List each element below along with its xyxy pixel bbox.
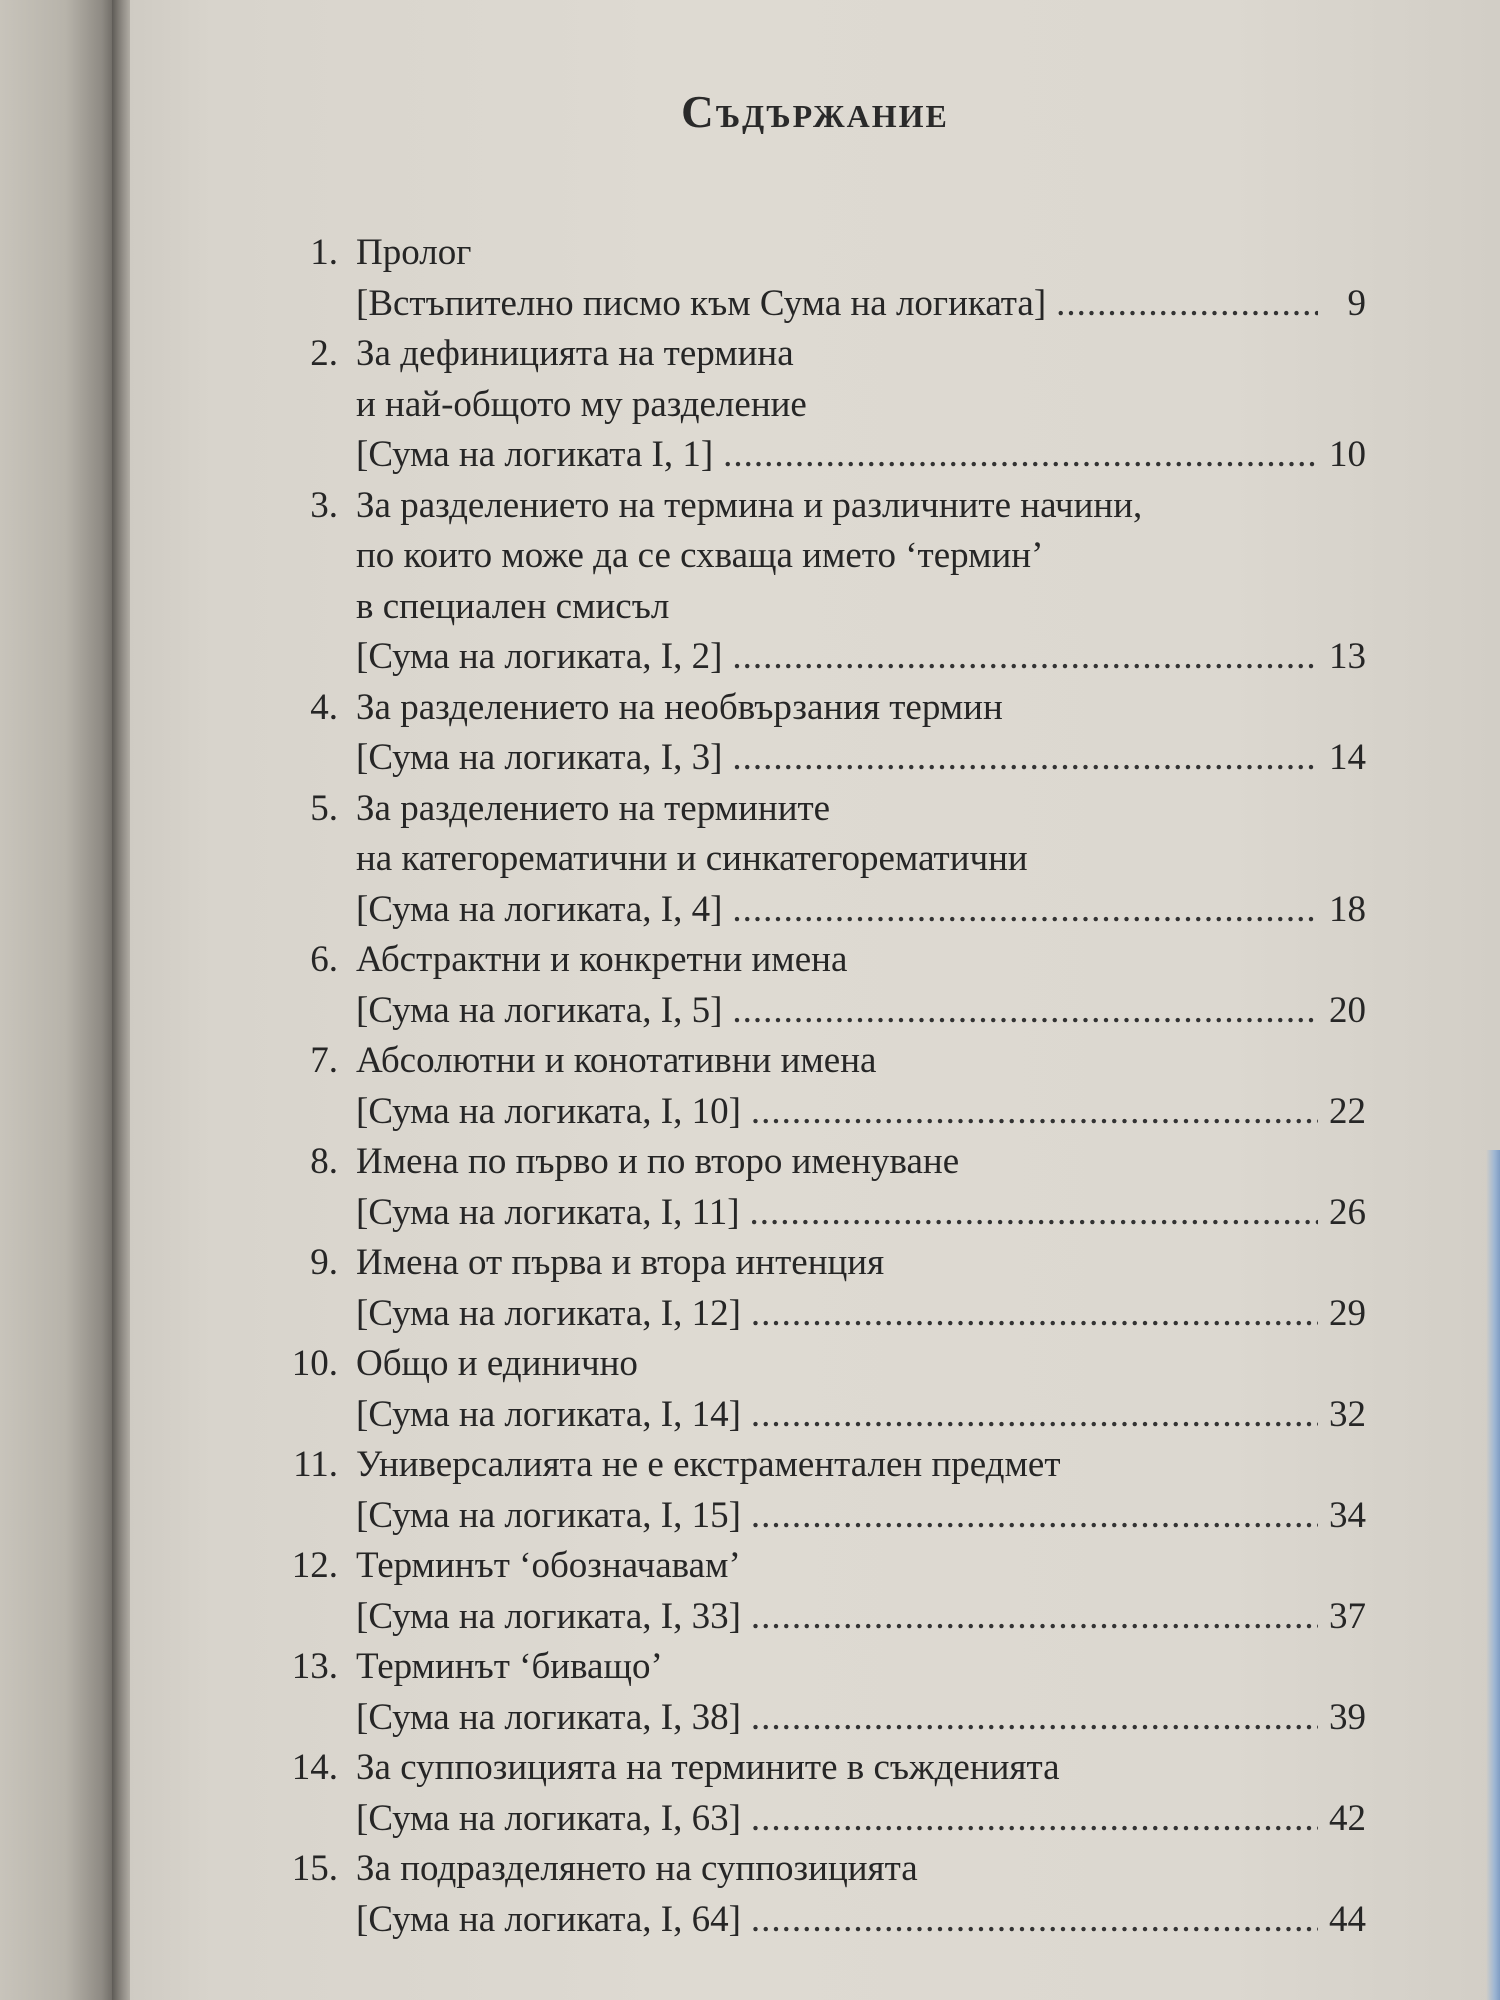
dot-leader: [732, 632, 1318, 683]
toc-entry: [226, 1844, 1366, 1945]
entry-reference-line: [356, 430, 1366, 481]
entry-title-line: на категорематични и синкатегорематични: [356, 838, 1028, 879]
table-of-contents: [226, 228, 1366, 1945]
entry-title-line: За подразделянето на суппозицията: [356, 1848, 918, 1889]
entry-title-line: Терминът ‘биващо’: [356, 1646, 663, 1687]
entry-source-reference: [Встъпително писмо към Сума на логиката]: [356, 282, 1047, 324]
dot-leader: [751, 1794, 1318, 1845]
dot-leader: [751, 1895, 1318, 1946]
entry-source-reference: [Сума на логиката, I, 2]: [356, 636, 723, 677]
entry-reference-line: [356, 986, 1366, 1037]
entry-reference-line: [356, 1390, 1366, 1441]
entry-reference-line: [356, 1087, 1366, 1138]
toc-entry: [226, 329, 1366, 481]
entry-page-number: 14: [1329, 737, 1366, 778]
toc-entry: [226, 1541, 1366, 1642]
blue-object-edge: [1486, 1150, 1500, 2000]
toc-entry: [226, 784, 1366, 936]
entry-number: 9.: [310, 1242, 338, 1283]
toc-entry: [226, 228, 1366, 329]
entry-reference-line: [356, 632, 1366, 683]
entry-reference-line: [356, 1592, 1366, 1643]
entry-number: 13.: [291, 1646, 338, 1687]
entry-body: [356, 1743, 1366, 1844]
toc-entry: [226, 1036, 1366, 1137]
dot-leader: [732, 986, 1318, 1037]
entry-body: [356, 1844, 1366, 1945]
entry-body: [356, 329, 1366, 481]
entry-page-number: 29: [1329, 1292, 1366, 1334]
entry-body: [356, 1137, 1366, 1238]
entry-reference-line: [356, 1693, 1366, 1744]
entry-title-line: Терминът ‘обозначавам’: [356, 1545, 741, 1586]
entry-number: 5.: [310, 787, 338, 829]
dot-leader: [723, 430, 1318, 481]
entry-source-reference: [Сума на логиката, I, 64]: [356, 1898, 741, 1940]
entry-number: 1.: [310, 232, 338, 273]
entry-body: [356, 683, 1366, 784]
entry-title-line: За дефиницията на термина: [356, 333, 794, 374]
entry-source-reference: [Сума на логиката, I, 10]: [356, 1090, 741, 1132]
dot-leader: [751, 1087, 1318, 1138]
entry-reference-line: [356, 1188, 1366, 1239]
entry-source-reference: [Сума на логиката, I, 12]: [356, 1292, 741, 1334]
entry-title-line: по които може да се схваща името ‘термин’: [356, 535, 1044, 576]
entry-source-reference: [Сума на логиката, I, 11]: [356, 1191, 740, 1233]
toc-entry: [226, 1440, 1366, 1541]
entry-number: 4.: [310, 686, 338, 728]
entry-title-line: Универсалията не е екстраментален предмет: [356, 1444, 1061, 1485]
dot-leader: [732, 885, 1318, 936]
entry-page-number: 37: [1329, 1595, 1366, 1637]
entry-body: [356, 1440, 1366, 1541]
toc-entry: [226, 935, 1366, 1036]
dot-leader: [751, 1592, 1318, 1643]
dot-leader: [751, 1693, 1318, 1744]
entry-title-line: За суппозицията на термините в съжденията: [356, 1747, 1060, 1788]
entry-body: [356, 784, 1366, 936]
dot-leader: [750, 1188, 1318, 1239]
entry-source-reference: [Сума на логиката, I, 15]: [356, 1494, 741, 1536]
entry-source-reference: [Сума на логиката, I, 5]: [356, 989, 723, 1031]
entry-number: 7.: [310, 1040, 338, 1081]
entry-page-number: 26: [1329, 1191, 1366, 1233]
entry-title-line: Имена от първа и втора интенция: [356, 1242, 885, 1283]
entry-page-number: 10: [1329, 434, 1366, 475]
entry-title-line: Пролог: [356, 232, 472, 273]
entry-reference-line: [356, 279, 1366, 330]
entry-reference-line: [356, 1289, 1366, 1340]
dot-leader: [732, 733, 1318, 784]
dot-leader: [751, 1289, 1318, 1340]
toc-entry: [226, 1743, 1366, 1844]
entry-page-number: 34: [1329, 1494, 1366, 1536]
entry-source-reference: [Сума на логиката, I, 38]: [356, 1696, 741, 1738]
entry-body: [356, 935, 1366, 1036]
entry-page-number: 32: [1329, 1393, 1366, 1435]
left-page-edge: [0, 0, 120, 2000]
entry-title-line: За разделението на термина и различните начини,: [356, 484, 1143, 526]
entry-reference-line: [356, 1895, 1366, 1946]
entry-body: [356, 228, 1366, 329]
entry-number: 15.: [291, 1848, 338, 1889]
entry-number: 2.: [310, 333, 338, 374]
page: [130, 0, 1500, 2000]
dot-leader: [751, 1390, 1318, 1441]
entry-body: [356, 1238, 1366, 1339]
entry-source-reference: [Сума на логиката, I, 33]: [356, 1595, 741, 1637]
entry-body: [356, 1036, 1366, 1137]
entry-page-number: 22: [1329, 1090, 1366, 1132]
entry-body: [356, 1541, 1366, 1642]
entry-number: 10.: [291, 1343, 338, 1384]
entry-page-number: 13: [1329, 636, 1366, 677]
toc-entry: [226, 1238, 1366, 1339]
entry-page-number: 9: [1347, 282, 1366, 324]
entry-body: [356, 481, 1366, 683]
entry-reference-line: [356, 733, 1366, 784]
entry-title-line: Имена по първо и по второ именуване: [356, 1141, 960, 1182]
entry-title-line: За разделението на необвързания термин: [356, 686, 1003, 728]
entry-source-reference: [Сума на логиката, I, 3]: [356, 737, 723, 778]
entry-page-number: 18: [1329, 888, 1366, 930]
entry-number: 14.: [291, 1747, 338, 1788]
dot-leader: [751, 1491, 1318, 1542]
entry-page-number: 42: [1329, 1797, 1366, 1839]
entry-reference-line: [356, 885, 1366, 936]
entry-number: 11.: [293, 1444, 338, 1485]
entry-number: 8.: [310, 1141, 338, 1182]
entry-title-line: Абстрактни и конкретни имена: [356, 939, 848, 980]
entry-number: 12.: [291, 1545, 338, 1586]
dot-leader: [1056, 279, 1318, 330]
entry-number: 3.: [310, 484, 338, 526]
entry-page-number: 20: [1329, 989, 1366, 1031]
entry-title-line: За разделението на термините: [356, 787, 831, 829]
toc-entry: [226, 1339, 1366, 1440]
entry-source-reference: [Сума на логиката, I, 4]: [356, 888, 723, 930]
entry-source-reference: [Сума на логиката, I, 14]: [356, 1393, 741, 1435]
entry-page-number: 44: [1329, 1898, 1366, 1940]
entry-reference-line: [356, 1794, 1366, 1845]
entry-source-reference: [Сума на логиката, I, 63]: [356, 1797, 741, 1839]
entry-title-line: в специален смисъл: [356, 585, 670, 627]
entry-body: [356, 1339, 1366, 1440]
entry-page-number: 39: [1329, 1696, 1366, 1738]
page-title: Съдържание: [681, 87, 949, 137]
toc-entry: [226, 683, 1366, 784]
entry-title-line: и най-общото му разделение: [356, 383, 807, 425]
toc-entry: [226, 1137, 1366, 1238]
entry-source-reference: [Сума на логиката I, 1]: [356, 434, 714, 475]
toc-entry: [226, 1642, 1366, 1743]
entry-title-line: Абсолютни и конотативни имена: [356, 1040, 877, 1081]
entry-title-line: Общо и единично: [356, 1343, 638, 1384]
entry-reference-line: [356, 1491, 1366, 1542]
toc-entry: [226, 481, 1366, 683]
entry-body: [356, 1642, 1366, 1743]
entry-number: 6.: [310, 939, 338, 980]
